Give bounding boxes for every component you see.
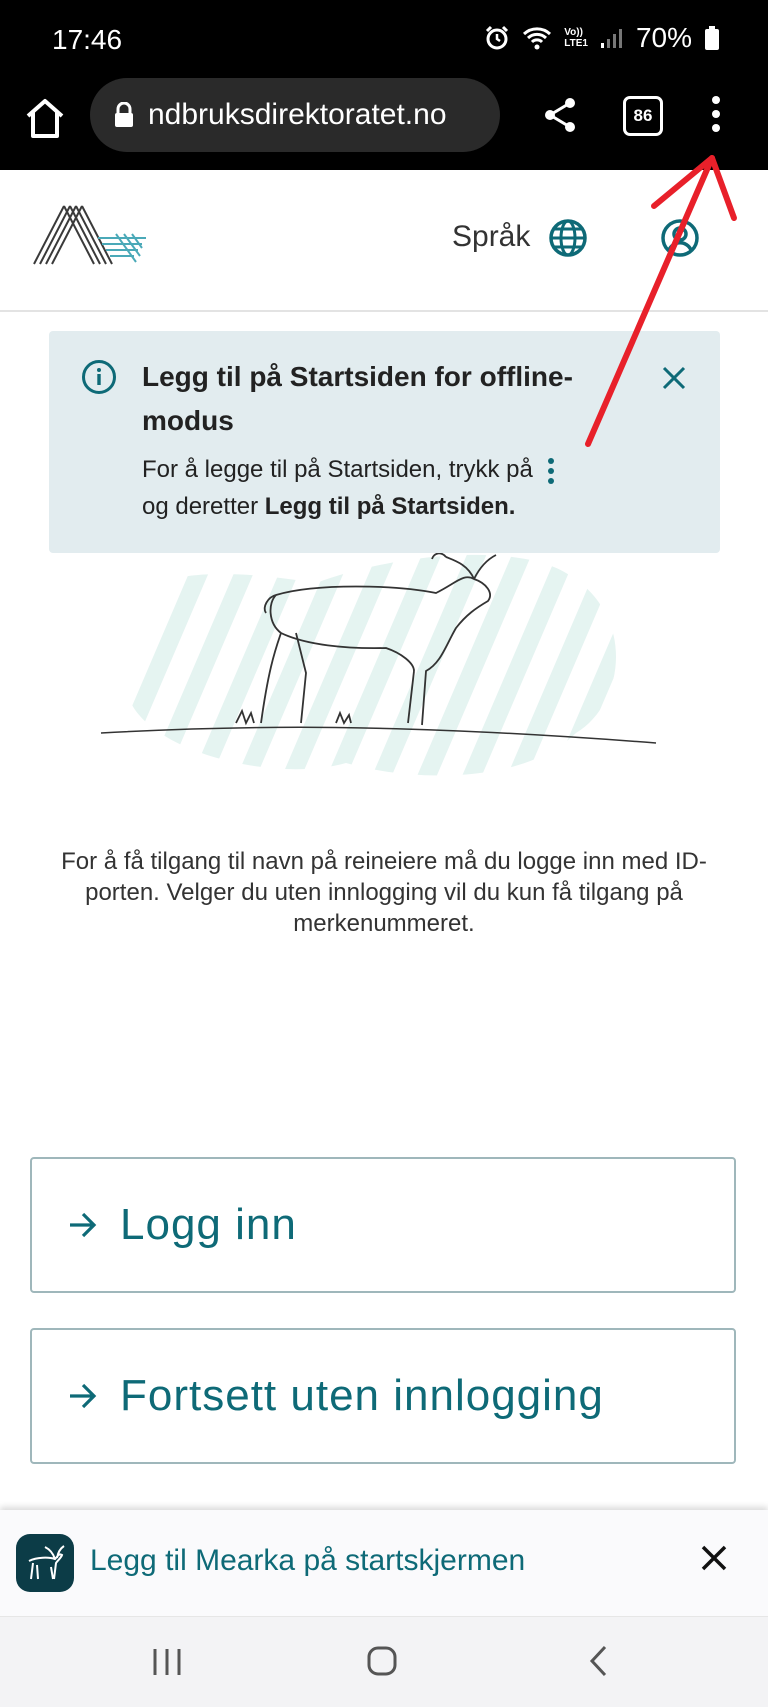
arrow-right-icon [68, 1211, 98, 1239]
logo[interactable] [32, 204, 148, 270]
banner-text [142, 451, 612, 525]
reindeer-illustration [96, 553, 676, 798]
banner-text-before: For å legge til på Startsiden, trykk på [142, 456, 533, 483]
share-icon[interactable] [542, 96, 578, 134]
offline-info-banner [49, 331, 720, 553]
login-button[interactable] [30, 1157, 736, 1293]
home-button-icon[interactable] [366, 1645, 398, 1677]
address-bar[interactable] [90, 78, 500, 152]
install-prompt-text[interactable]: Legg til Mearka på startskjermen [90, 1544, 526, 1577]
tab-count-button[interactable]: 86 [623, 96, 663, 136]
alarm-icon [484, 25, 510, 51]
battery-icon [704, 25, 720, 51]
banner-text-middle: og deretter [142, 493, 259, 520]
close-banner-icon[interactable] [661, 365, 687, 391]
info-icon [81, 359, 117, 395]
battery-percent: 70% [635, 22, 692, 53]
signal-icon [600, 27, 624, 49]
more-options-icon[interactable] [704, 94, 728, 134]
app-icon [16, 1534, 74, 1592]
user-profile-icon[interactable] [660, 218, 700, 258]
home-icon[interactable] [24, 96, 66, 140]
system-nav-bar [0, 1616, 768, 1707]
reindeer-icon [23, 1543, 67, 1583]
continue-without-login-button[interactable] [30, 1328, 736, 1464]
arrow-right-icon [68, 1382, 98, 1410]
browser-toolbar [0, 78, 768, 170]
close-icon[interactable] [700, 1544, 728, 1572]
login-button-label: Logg inn [120, 1200, 297, 1249]
network-badge [564, 27, 588, 49]
status-time: 17:46 [52, 24, 123, 55]
status-icons [484, 22, 720, 54]
intro-text: For å få tilgang til navn på reineiere må du logge inn med ID-porten. Velger du uten innlogging vil du kun få tilgang på merkenummeret. [61, 848, 707, 937]
back-icon[interactable] [588, 1645, 608, 1677]
stripe-background [96, 553, 676, 798]
lock-icon [114, 102, 134, 128]
banner-title: Legg til på Startsiden for offline-modus [142, 361, 573, 436]
wifi-icon [522, 25, 552, 51]
more-options-inline-icon [547, 458, 555, 484]
add-to-homescreen-prompt[interactable] [0, 1510, 768, 1616]
status-bar [0, 0, 768, 78]
language-label[interactable]: Språk [452, 220, 531, 253]
url-text[interactable]: ndbruksdirektoratet.no [148, 98, 447, 131]
banner-text-bold: Legg til på Startsiden. [264, 493, 516, 520]
network-label-top: Vo)) [564, 27, 583, 38]
network-label-bottom: LTE1 [564, 38, 588, 49]
site-header [0, 170, 768, 312]
continue-without-login-label: Fortsett uten innlogging [120, 1371, 604, 1420]
recent-apps-icon[interactable] [152, 1647, 182, 1677]
globe-icon[interactable] [548, 218, 588, 258]
